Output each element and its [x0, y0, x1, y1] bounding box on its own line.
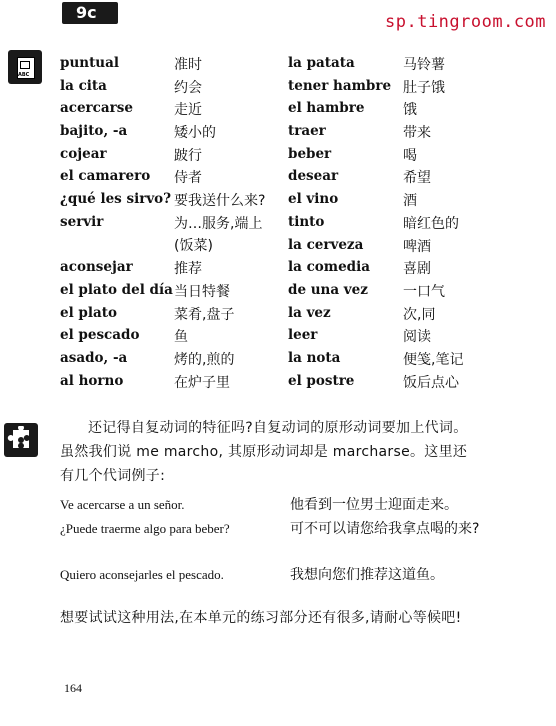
- spanish-term: al horno: [60, 372, 124, 389]
- chinese-meaning: 喜剧: [403, 261, 431, 278]
- spanish-term: la vez: [288, 304, 331, 321]
- spanish-term: leer: [288, 327, 318, 344]
- spanish-term: puntual: [60, 55, 119, 71]
- example-chinese: 可不可以请您给我拿点喝的来?: [290, 521, 480, 537]
- spanish-term: de una vez: [288, 281, 368, 298]
- example-spanish: Ve acercarse a un señor.: [60, 497, 185, 512]
- example-row: [60, 494, 480, 518]
- unit-label: 9c: [62, 2, 118, 24]
- spanish-term: tinto: [288, 213, 325, 230]
- spanish-term: la patata: [288, 55, 355, 71]
- page-number: 164: [64, 681, 82, 695]
- spanish-term: el plato del día: [60, 281, 173, 298]
- spanish-term: ¿qué les sirvo?: [60, 191, 172, 208]
- chinese-meaning: 次,同: [403, 306, 436, 323]
- spanish-term: beber: [288, 145, 332, 162]
- chinese-meaning: 准时: [174, 57, 202, 73]
- spanish-term: el camarero: [60, 168, 151, 185]
- example-row: [60, 518, 480, 562]
- spanish-term: la nota: [288, 349, 341, 366]
- chinese-meaning: 菜肴,盘子: [174, 306, 235, 323]
- chinese-meaning: 为…服务,端上(饭菜): [174, 215, 263, 254]
- spanish-term: la cerveza: [288, 236, 364, 253]
- example-spanish: Quiero aconsejarles el pescado.: [60, 567, 224, 582]
- spanish-term: el hambre: [288, 100, 365, 117]
- watermark-url: sp.tingroom.com: [385, 12, 547, 32]
- chinese-meaning: 饿: [403, 102, 417, 119]
- chinese-meaning: 烤的,煎的: [174, 351, 235, 368]
- spanish-term: traer: [288, 123, 326, 140]
- spanish-term: la cita: [60, 77, 107, 94]
- example-chinese: 我想向您们推荐这道鱼。: [290, 567, 444, 583]
- spanish-term: la comedia: [288, 259, 370, 276]
- spanish-term: el plato: [60, 304, 117, 321]
- chinese-meaning: 饭后点心: [403, 374, 459, 391]
- spanish-term: asado, -a: [60, 349, 128, 366]
- grammar-note: 还记得自复动词的特征吗?自复动词的原形动词要加上代词。虽然我们说 me marcho, 其原形动词却是 marcharse。这里还有几个代词例子:: [60, 420, 468, 484]
- chinese-meaning: 走近: [174, 102, 202, 119]
- chinese-meaning: 阅读: [403, 329, 431, 346]
- spanish-term: desear: [288, 168, 339, 185]
- chinese-meaning: 跛行: [174, 147, 202, 164]
- grammar-puzzle-icon: [4, 423, 38, 457]
- chinese-meaning: 在炉子里: [174, 374, 230, 391]
- chinese-meaning: 带来: [403, 125, 431, 142]
- chinese-meaning: 喝: [403, 147, 417, 164]
- chinese-meaning: 矮小的: [174, 125, 216, 142]
- chinese-meaning: 酒: [403, 193, 417, 210]
- spanish-term: acercarse: [60, 100, 133, 117]
- chinese-meaning: 希望: [403, 170, 431, 187]
- chinese-meaning: 鱼: [174, 329, 188, 346]
- spanish-term: el vino: [288, 191, 339, 208]
- chinese-meaning: 当日特餐: [174, 283, 230, 300]
- spanish-term: aconsejar: [60, 259, 133, 276]
- example-spanish: ¿Puede traerme algo para beber?: [60, 521, 230, 536]
- vocabulary-book-icon: ABC: [8, 50, 42, 84]
- chinese-meaning: 便笺,笔记: [403, 351, 464, 368]
- chinese-meaning: 一口气: [403, 283, 445, 300]
- spanish-term: servir: [60, 213, 104, 230]
- chinese-meaning: 侍者: [174, 170, 202, 187]
- chinese-meaning: 暗红色的: [403, 215, 459, 232]
- spanish-term: el pescado: [60, 327, 140, 344]
- spanish-term: bajito, -a: [60, 123, 128, 140]
- spanish-term: tener hambre: [288, 77, 392, 94]
- chinese-meaning: 啤酒: [403, 238, 431, 255]
- chinese-meaning: 马铃薯: [403, 57, 445, 73]
- spanish-term: el postre: [288, 372, 355, 389]
- chinese-meaning: 推荐: [174, 261, 202, 278]
- example-row: [60, 564, 480, 588]
- closing-note: 想要试试这种用法,在本单元的练习部分还有很多,请耐心等候吧!: [60, 610, 462, 626]
- chinese-meaning: 约会: [174, 79, 202, 96]
- chinese-meaning: 要我送什么来?: [174, 193, 266, 210]
- chinese-meaning: 肚子饿: [403, 79, 445, 96]
- spanish-term: cojear: [60, 145, 107, 162]
- example-chinese: 他看到一位男士迎面走来。: [290, 497, 458, 513]
